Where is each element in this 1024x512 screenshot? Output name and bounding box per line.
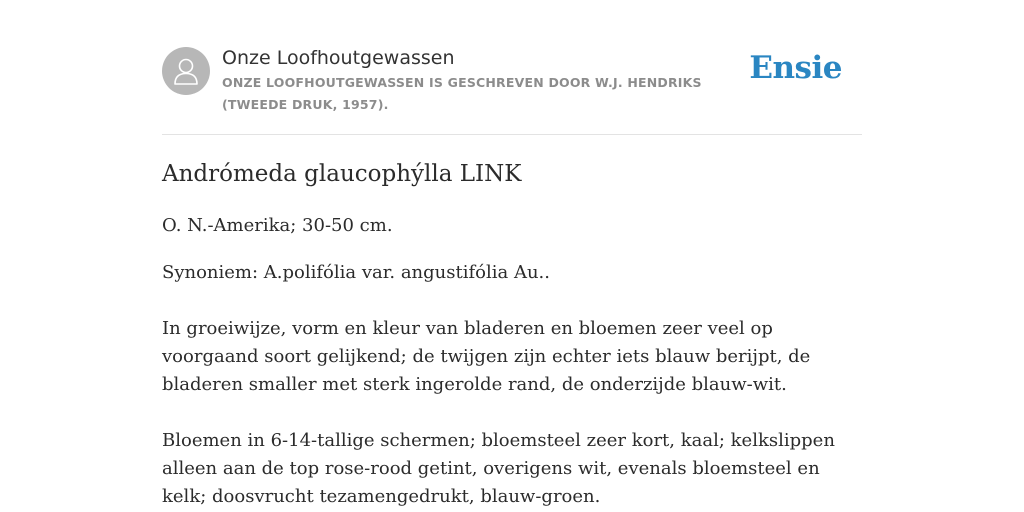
article-paragraph-description: In groeiwijze, vorm en kleur van bladeren en bloemen zeer veel op voorgaand soort gelijkend; de twijgen zijn echter iets blauw berijpt, de bladeren smaller met sterk ingerolde rand, de onderzijde blauw-wit.	[162, 318, 811, 395]
article-paragraph-origin: O. N.-Amerika; 30-50 cm.	[162, 215, 393, 236]
publication-description: ONZE LOOFHOUTGEWASSEN IS GESCHREVEN DOOR W.J. HENDRIKS (TWEEDE DRUK, 1957).	[222, 75, 702, 112]
user-icon	[172, 56, 200, 86]
publication-title[interactable]: Onze Loofhoutgewassen	[222, 47, 455, 69]
article-paragraph-flowers: Bloemen in 6-14-tallige schermen; bloemsteel zeer kort, kaal; kelkslippen alleen aan de top rose-rood getint, overigens wit, evenals bloemsteel en kelk; doosvrucht tezamengedrukt, blauw-groen.	[162, 430, 835, 507]
header-text	[222, 45, 752, 116]
article-title: Andrómeda glaucophýlla LINK	[162, 161, 522, 187]
site-header	[162, 0, 862, 135]
page-container	[162, 0, 862, 507]
article-paragraph-synonym: Synoniem: A.polifólia var. angustifólia Au..	[162, 262, 550, 283]
ensie-logo-link[interactable]: Ensie	[749, 50, 842, 86]
author-avatar[interactable]	[162, 47, 210, 95]
